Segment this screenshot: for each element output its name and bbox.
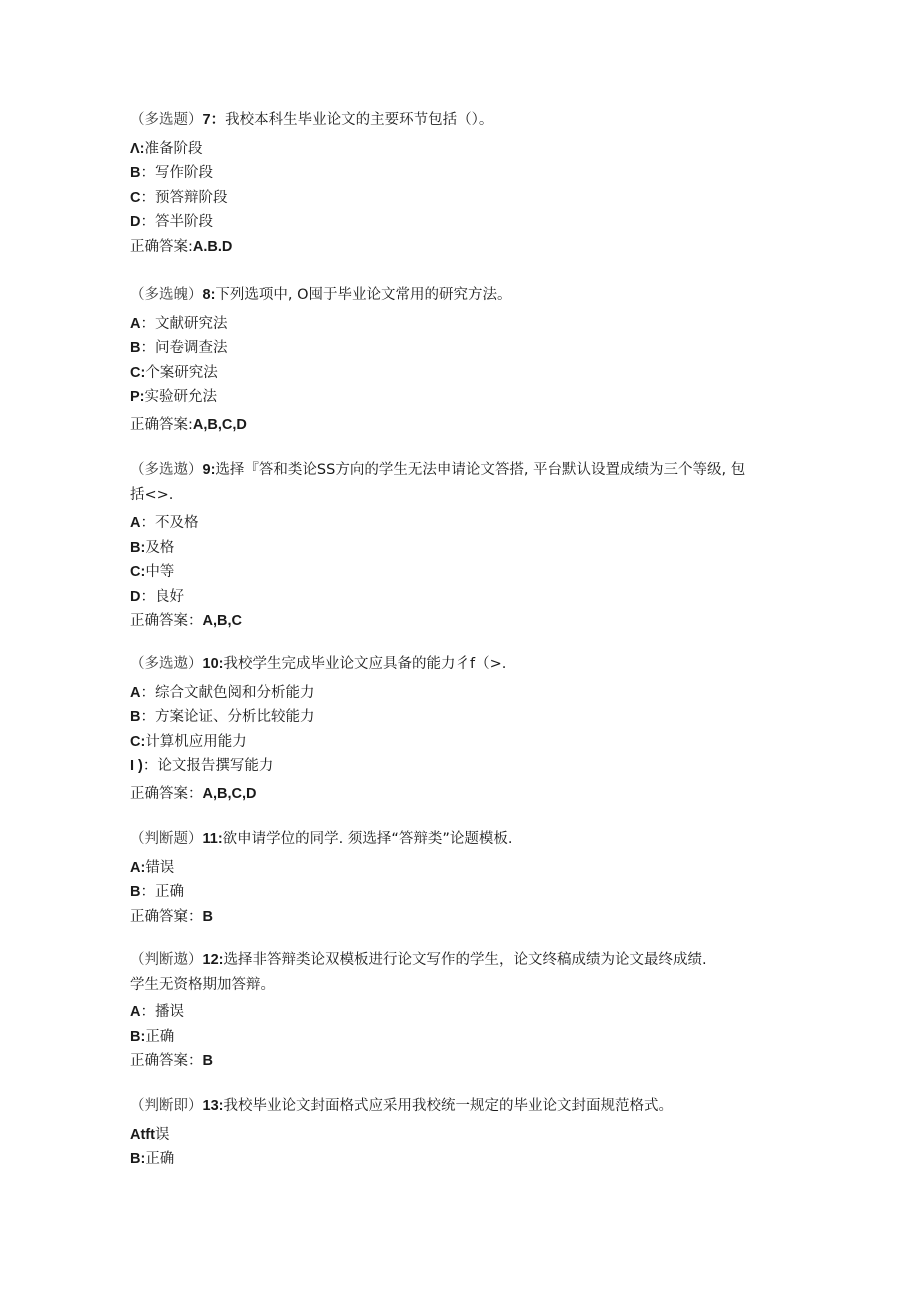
question-number: 8: (202, 287, 216, 303)
question-stem (130, 108, 790, 133)
option-a: A：综合文献色阅和分析能力 (130, 684, 315, 701)
question-text: 欲申请学位的同学. 须选择“答辩类”论题模板. (222, 831, 513, 847)
question-10 (130, 652, 790, 806)
option-c: C:个案研究法 (130, 364, 218, 381)
question-7 (130, 108, 790, 259)
question-number: 13: (202, 1098, 224, 1114)
question-text: 选择非答辩类论双模板进行论文写作的学生，论文终稿成绩为论文最终成绩. (223, 952, 707, 968)
option-a: Λ:准备阶段 (130, 140, 203, 157)
question-type: （判断题） (130, 831, 203, 847)
question-text-continued: 学生无资格期加答辩。 (130, 976, 275, 993)
option-a: A：文献研究法 (130, 315, 228, 332)
option-b: B：问卷调查法 (130, 340, 228, 356)
question-stem (130, 827, 790, 852)
question-12 (130, 948, 790, 1074)
option-b: B:正确 (130, 1028, 175, 1045)
option-b: B：方案论证、分析比较能力 (130, 709, 315, 725)
question-type: （判断即） (130, 1098, 203, 1114)
question-text: 我校本科生毕业论文的主要环节包括（）。 (225, 112, 494, 128)
correct-answer: 正确答案:A.B.D (130, 238, 233, 255)
option-c: C:中等 (130, 564, 175, 580)
option-b: B：写作阶段 (130, 165, 213, 181)
correct-answer: 正确答案：A,B,C,D (130, 785, 257, 802)
question-8 (130, 283, 790, 437)
option-b: B：正确 (130, 884, 184, 900)
correct-answer: 正确答窠：B (130, 908, 213, 925)
question-9 (130, 458, 790, 634)
option-a: A：播误 (130, 1004, 184, 1020)
question-type: （多选遨） (130, 462, 203, 478)
question-number: 12: (202, 952, 224, 968)
question-type: （判断遨） (130, 952, 203, 968)
question-text: 选择『答和类论SS方向的学生无法申请论文答搭, 平台默认设置成绩为三个等级, 包 (215, 462, 746, 478)
correct-answer: 正确答案：B (130, 1053, 213, 1069)
option-b: B:正确 (130, 1151, 175, 1167)
question-stem (130, 652, 790, 677)
correct-answer: 正确答案：A,B,C (130, 613, 242, 629)
option-a: A：不及格 (130, 515, 199, 531)
question-type: （多选遨） (130, 656, 203, 672)
question-stem (130, 1094, 790, 1119)
question-13 (130, 1094, 790, 1172)
option-d: D：答半阶段 (130, 214, 213, 230)
question-stem (130, 948, 790, 973)
question-text-continued: 括<>. (130, 486, 174, 503)
question-type: （多选题） (130, 112, 203, 128)
question-text: 下列选项中, O囤于毕业论文常用的研究方法。 (215, 287, 512, 303)
question-number: 7： (202, 112, 226, 128)
option-c: C:计算机应用能力 (130, 733, 247, 750)
question-text: 我校毕业论文封面格式应采用我校统一规定的毕业论文封面规范格式。 (223, 1098, 673, 1114)
option-d: D：良好 (130, 588, 184, 605)
question-number: 9: (202, 462, 216, 478)
question-number: 10: (202, 656, 224, 672)
question-stem (130, 283, 790, 308)
option-a: Atft误 (130, 1126, 170, 1143)
option-b: B:及格 (130, 539, 175, 556)
option-d: P:实验研允法 (130, 389, 217, 405)
correct-answer: 正确答案:A,B,C,D (130, 416, 247, 433)
question-type: （多选魄） (130, 287, 203, 303)
question-stem (130, 458, 790, 483)
question-text: 我校学生完成毕业论文应具备的能力彳f（>. (223, 656, 507, 672)
question-number: 11: (202, 831, 223, 847)
option-c: C：预答辩阶段 (130, 189, 228, 206)
option-d: I )：论文报告撰写能力 (130, 758, 274, 774)
option-a: A:错误 (130, 859, 175, 876)
question-11 (130, 827, 790, 929)
